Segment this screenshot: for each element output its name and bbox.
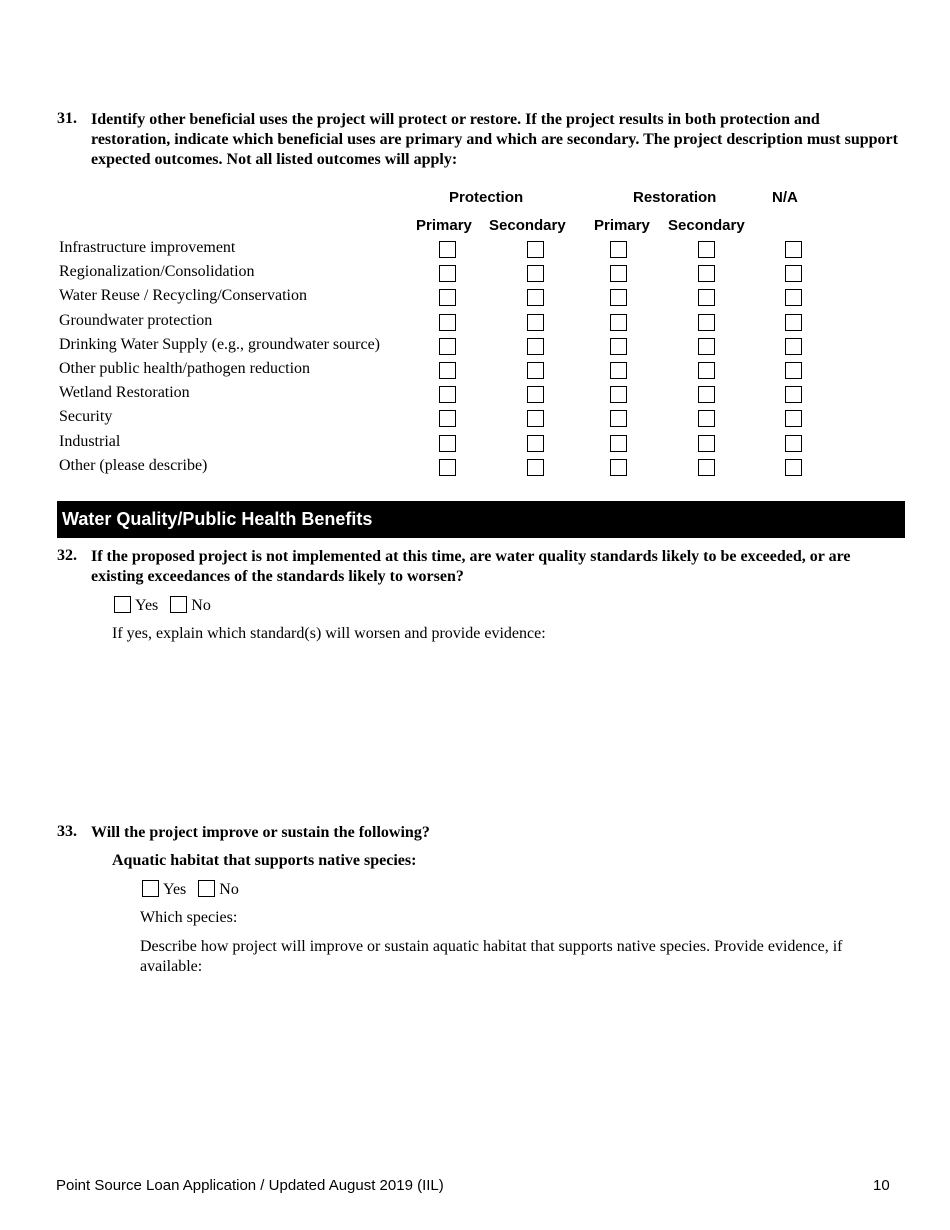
row-label: Infrastructure improvement	[59, 239, 236, 256]
q32-yes-checkbox[interactable]	[114, 596, 131, 613]
protection-primary-checkbox[interactable]	[439, 362, 456, 379]
q31-text: Identify other beneficial uses the project will protect or restore. If the project results in both protection and restoration, indicate which beneficial uses are primary and which are secondary. The project description must support expected outcomes. Not all listed outcomes will apply:	[91, 111, 898, 168]
protection-primary-checkbox[interactable]	[439, 314, 456, 331]
na-checkbox[interactable]	[785, 386, 802, 403]
row-label: Water Reuse / Recycling/Conservation	[59, 287, 307, 305]
na-checkbox[interactable]	[785, 265, 802, 282]
restoration-primary-checkbox[interactable]	[610, 338, 627, 355]
protection-primary-checkbox[interactable]	[439, 289, 456, 306]
q33-subheading: Aquatic habitat that supports native species:	[112, 852, 417, 869]
protection-secondary-checkbox[interactable]	[527, 265, 544, 282]
protection-secondary-checkbox[interactable]	[527, 289, 544, 306]
row-label: Security	[59, 408, 113, 426]
na-checkbox[interactable]	[785, 241, 802, 258]
restoration-secondary-checkbox[interactable]	[698, 265, 715, 282]
q32-yes-no	[114, 596, 211, 615]
na-checkbox[interactable]	[785, 314, 802, 331]
header-protection: Protection	[449, 189, 524, 206]
footer-document-title: Point Source Loan Application / Updated August 2019 (IIL)	[56, 1177, 444, 1194]
na-checkbox[interactable]	[785, 362, 802, 379]
restoration-secondary-checkbox[interactable]	[698, 362, 715, 379]
protection-secondary-checkbox[interactable]	[527, 362, 544, 379]
header-na: N/A	[772, 189, 798, 206]
q32-yes-label: Yes	[135, 597, 159, 614]
protection-primary-checkbox[interactable]	[439, 435, 456, 452]
restoration-secondary-checkbox[interactable]	[698, 410, 715, 427]
na-checkbox[interactable]	[785, 435, 802, 452]
restoration-primary-checkbox[interactable]	[610, 386, 627, 403]
q33-no-label: No	[219, 881, 239, 898]
q33-no-checkbox[interactable]	[198, 880, 215, 897]
restoration-primary-checkbox[interactable]	[610, 410, 627, 427]
protection-primary-checkbox[interactable]	[439, 241, 456, 258]
restoration-primary-checkbox[interactable]	[610, 314, 627, 331]
restoration-primary-checkbox[interactable]	[610, 459, 627, 476]
q33-describe-prompt: Describe how project will improve or sustain aquatic habitat that supports native species. Provide evidence, if available:	[140, 938, 843, 975]
protection-primary-checkbox[interactable]	[439, 265, 456, 282]
restoration-secondary-checkbox[interactable]	[698, 289, 715, 306]
row-label: Wetland Restoration	[59, 384, 190, 402]
restoration-secondary-checkbox[interactable]	[698, 241, 715, 258]
na-checkbox[interactable]	[785, 289, 802, 306]
protection-secondary-checkbox[interactable]	[527, 410, 544, 427]
section-title: Water Quality/Public Health Benefits	[62, 509, 373, 529]
header-protection-primary: Primary	[416, 217, 472, 234]
protection-secondary-checkbox[interactable]	[527, 314, 544, 331]
q32-text: If the proposed project is not implemented at this time, are water quality standards likely to be exceeded, or are existing exceedances of the standards likely to worsen?	[91, 548, 851, 585]
restoration-primary-checkbox[interactable]	[610, 265, 627, 282]
protection-primary-checkbox[interactable]	[439, 459, 456, 476]
q32-no-checkbox[interactable]	[170, 596, 187, 613]
q32-no-label: No	[191, 597, 211, 614]
restoration-primary-checkbox[interactable]	[610, 362, 627, 379]
na-checkbox[interactable]	[785, 338, 802, 355]
restoration-secondary-checkbox[interactable]	[698, 338, 715, 355]
na-checkbox[interactable]	[785, 410, 802, 427]
q33-number: 33.	[57, 823, 77, 840]
restoration-secondary-checkbox[interactable]	[698, 459, 715, 476]
protection-secondary-checkbox[interactable]	[527, 241, 544, 258]
row-label: Industrial	[59, 432, 121, 450]
header-protection-secondary: Secondary	[489, 217, 566, 234]
protection-secondary-checkbox[interactable]	[527, 386, 544, 403]
row-label: Groundwater protection	[59, 311, 213, 329]
restoration-secondary-checkbox[interactable]	[698, 314, 715, 331]
q33-yes-no	[142, 880, 239, 899]
protection-primary-checkbox[interactable]	[439, 338, 456, 355]
header-restoration-secondary: Secondary	[668, 217, 745, 234]
restoration-secondary-checkbox[interactable]	[698, 435, 715, 452]
row-label: Drinking Water Supply (e.g., groundwater source)	[59, 335, 380, 353]
restoration-primary-checkbox[interactable]	[610, 435, 627, 452]
q31-number: 31.	[57, 110, 77, 127]
protection-primary-checkbox[interactable]	[439, 386, 456, 403]
row-label: Regionalization/Consolidation	[59, 263, 255, 281]
restoration-primary-checkbox[interactable]	[610, 289, 627, 306]
header-restoration-primary: Primary	[594, 217, 650, 234]
q33-yes-checkbox[interactable]	[142, 880, 159, 897]
protection-primary-checkbox[interactable]	[439, 410, 456, 427]
restoration-primary-checkbox[interactable]	[610, 241, 627, 258]
na-checkbox[interactable]	[785, 459, 802, 476]
q33-text: Will the project improve or sustain the following?	[91, 824, 430, 841]
section-header-bar	[57, 501, 905, 538]
footer-page-number: 10	[873, 1177, 890, 1194]
q33-yes-label: Yes	[163, 881, 187, 898]
q33-which-species: Which species:	[140, 909, 238, 926]
row-label: Other (please describe)	[59, 456, 208, 474]
protection-secondary-checkbox[interactable]	[527, 459, 544, 476]
protection-secondary-checkbox[interactable]	[527, 435, 544, 452]
header-restoration: Restoration	[633, 189, 717, 206]
row-label: Other public health/pathogen reduction	[59, 360, 311, 377]
q32-number: 32.	[57, 547, 77, 564]
q32-explain-prompt: If yes, explain which standard(s) will worsen and provide evidence:	[112, 625, 546, 642]
protection-secondary-checkbox[interactable]	[527, 338, 544, 355]
restoration-secondary-checkbox[interactable]	[698, 386, 715, 403]
